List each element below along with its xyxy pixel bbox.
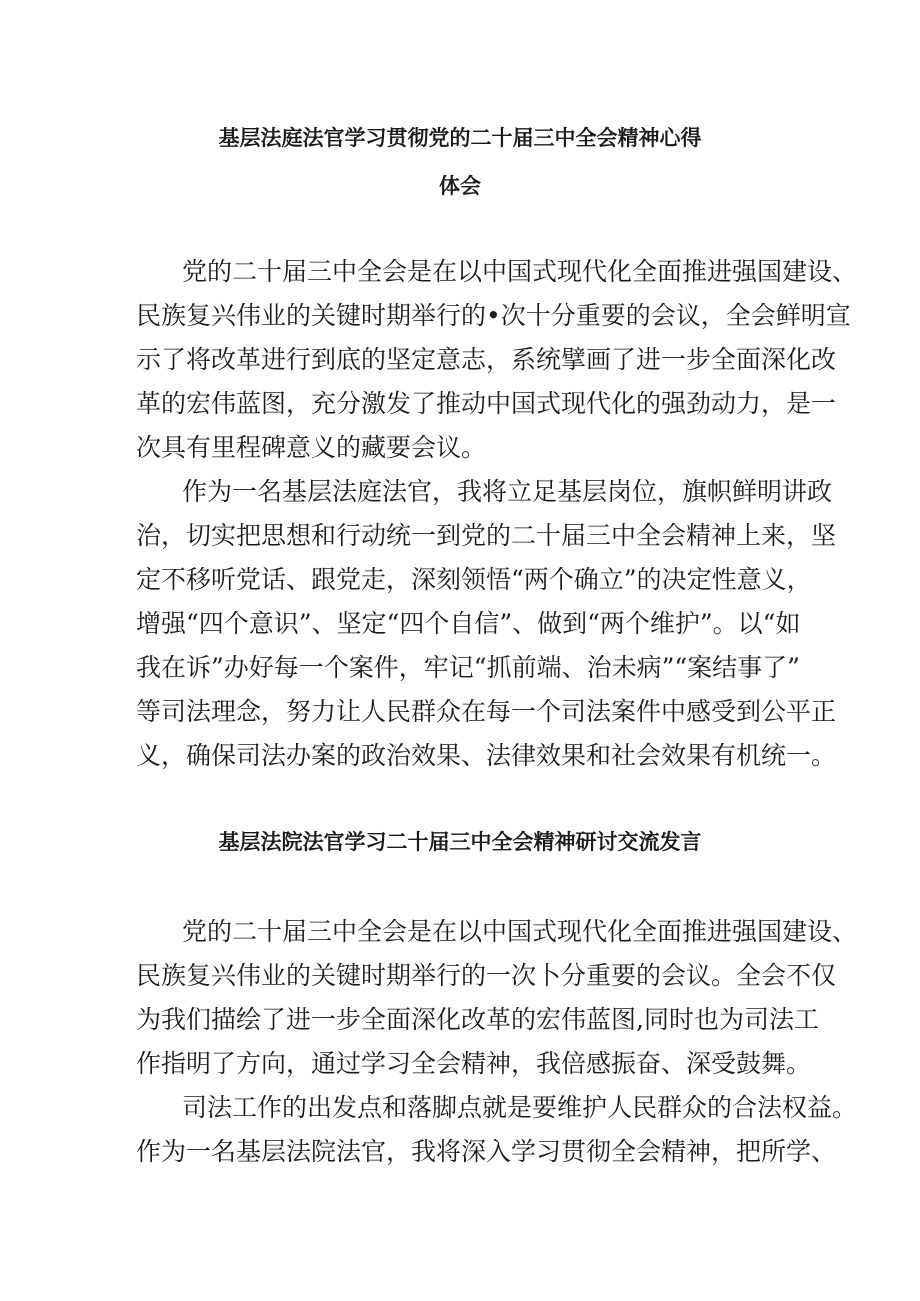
article2-para2-line: 司法工作的出发点和落脚点就是要维护人民群众的合法权益。 [182,1093,858,1122]
article2-para1-line: 为我们描绘了进一步全面深化改革的宏伟蓝图,同时也为司法工 [136,1005,819,1034]
article1-para2-line: 我在诉”办好每一个案件，牢记“抓前端、治未病”“案结事了” [136,653,800,682]
article1-para1-line: 次具有里程碑意义的藏要会议。 [136,433,487,462]
article1-para1-line: 党的二十届三中全会是在以中国式现代化全面推进强国建设、 [182,257,858,286]
article1-title-line1: 基层法庭法官学习贯彻党的二十届三中全会精神心得 [218,126,702,150]
article2-para2-line: 作为一名基层法院法官，我将深入学习贯彻全会精神，把所学、 [136,1137,837,1166]
article2-para1-line: 作指明了方向，通过学习全会精神，我倍感振奋、深受鼓舞。 [136,1049,812,1078]
article2-para1-line: 民族复兴伟业的关键时期举行的一次卜分重要的会议。全会不仅 [136,961,837,990]
article1-para1-line: 示了将改革进行到底的坚定意志，系统擘画了进一步全面深化改 [136,345,837,374]
article1-title-line2: 体会 [439,174,481,198]
article2-para1-line: 党的二十届三中全会是在以中国式现代化全面推进强国建设、 [182,917,858,946]
article1-para2-line: 治，切实把思想和行动统一到党的二十届三中全会精神上来，坚 [136,521,837,550]
article1-para1-line: 民族复兴伟业的关键时期举行的•次十分重要的会议，全会鲜明宣 [136,301,851,330]
article1-para2-line: 义，确保司法办案的政治效果、法律效果和社会效果有机统一。 [136,741,837,770]
article2-title: 基层法院法官学习二十届三中全会精神研讨交流发言 [218,830,702,854]
article1-para2-line: 增强“四个意识”、坚定“四个自信”、做到“两个维护”。以“如 [136,609,801,638]
article1-para2-line: 等司法理念，努力让人民群众在每一个司法案件中感受到公平正 [136,697,837,726]
article1-para2-line: 定不移听党话、跟党走，深刻领悟“两个确立”的决定性意义， [136,565,812,594]
article1-para1-line: 革的宏伟蓝图，充分激发了推动中国式现代化的强劲动力，是一 [136,389,837,418]
article1-para2-line: 作为一名基层法庭法官，我将立足基层岗位，旗帜鲜明讲政 [182,477,833,506]
